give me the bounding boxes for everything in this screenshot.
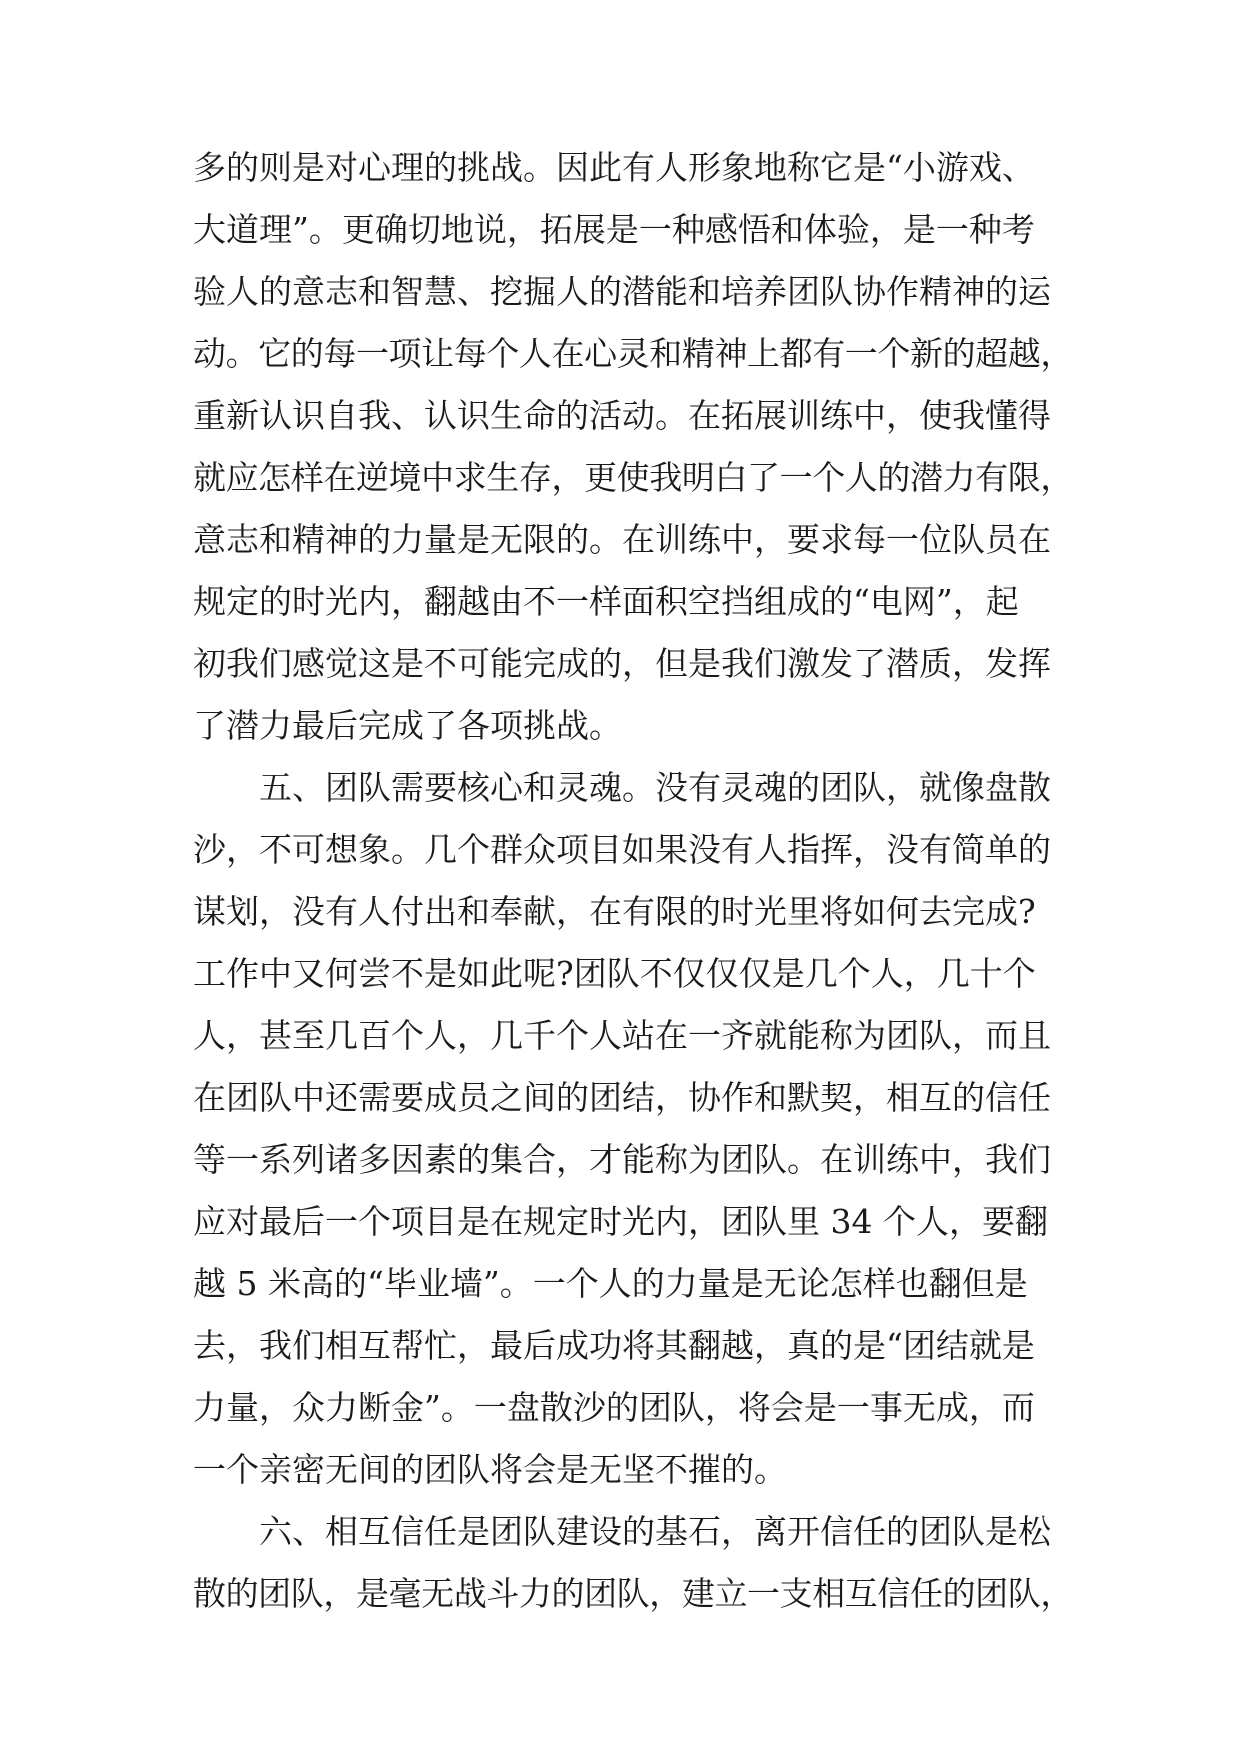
text-line: 散的团队，是毫无战斗力的团队，建立一支相互信任的团队， [193, 1574, 1073, 1613]
text-line: 六、相互信任是团队建设的基石，离开信任的团队是松 [259, 1512, 1051, 1551]
text-line: 了潜力最后完成了各项挑战。 [193, 706, 622, 745]
text-line: 重新认识自我、认识生命的活动。在拓展训练中，使我懂得 [193, 396, 1051, 435]
text-line: 多的则是对心理的挑战。因此有人形象地称它是“小游戏、 [193, 148, 1035, 187]
text-line: 五、团队需要核心和灵魂。没有灵魂的团队，就像盘散 [259, 768, 1051, 807]
text-line: 初我们感觉这是不可能完成的，但是我们激发了潜质，发挥 [193, 644, 1051, 683]
text-line: 工作中又何尝不是如此呢?团队不仅仅仅是几个人，几十个 [193, 954, 1036, 993]
text-line: 验人的意志和智慧、挖掘人的潜能和培养团队协作精神的运 [193, 272, 1051, 311]
text-line: 大道理”。更确切地说，拓展是一种感悟和体验，是一种考 [193, 210, 1035, 249]
text-line: 越 5 米高的“毕业墙”。一个人的力量是无论怎样也翻但是 [193, 1264, 1028, 1303]
text-line: 规定的时光内，翻越由不一样面积空挡组成的“电网”，起 [193, 582, 1019, 621]
text-line: 就应怎样在逆境中求生存，更使我明白了一个人的潜力有限， [193, 458, 1073, 497]
text-line: 谋划，没有人付出和奉献，在有限的时光里将如何去完成? [193, 892, 1036, 931]
text-line: 应对最后一个项目是在规定时光内，团队里 34 个人，要翻 [193, 1202, 1048, 1241]
text-line: 动。它的每一项让每个人在心灵和精神上都有一个新的超越， [193, 334, 1073, 373]
text-line: 一个亲密无间的团队将会是无坚不摧的。 [193, 1450, 787, 1489]
text-line: 在团队中还需要成员之间的团结，协作和默契，相互的信任 [193, 1078, 1051, 1117]
text-line: 去，我们相互帮忙，最后成功将其翻越，真的是“团结就是 [193, 1326, 1035, 1365]
body-text [193, 137, 1073, 1625]
text-line: 沙，不可想象。几个群众项目如果没有人指挥，没有简单的 [193, 830, 1051, 869]
text-line: 人，甚至几百个人，几千个人站在一齐就能称为团队，而且 [193, 1016, 1051, 1055]
text-line: 力量，众力断金”。一盘散沙的团队，将会是一事无成，而 [193, 1388, 1035, 1427]
text-line: 意志和精神的力量是无限的。在训练中，要求每一位队员在 [193, 520, 1051, 559]
text-line: 等一系列诸多因素的集合，才能称为团队。在训练中，我们 [193, 1140, 1051, 1179]
